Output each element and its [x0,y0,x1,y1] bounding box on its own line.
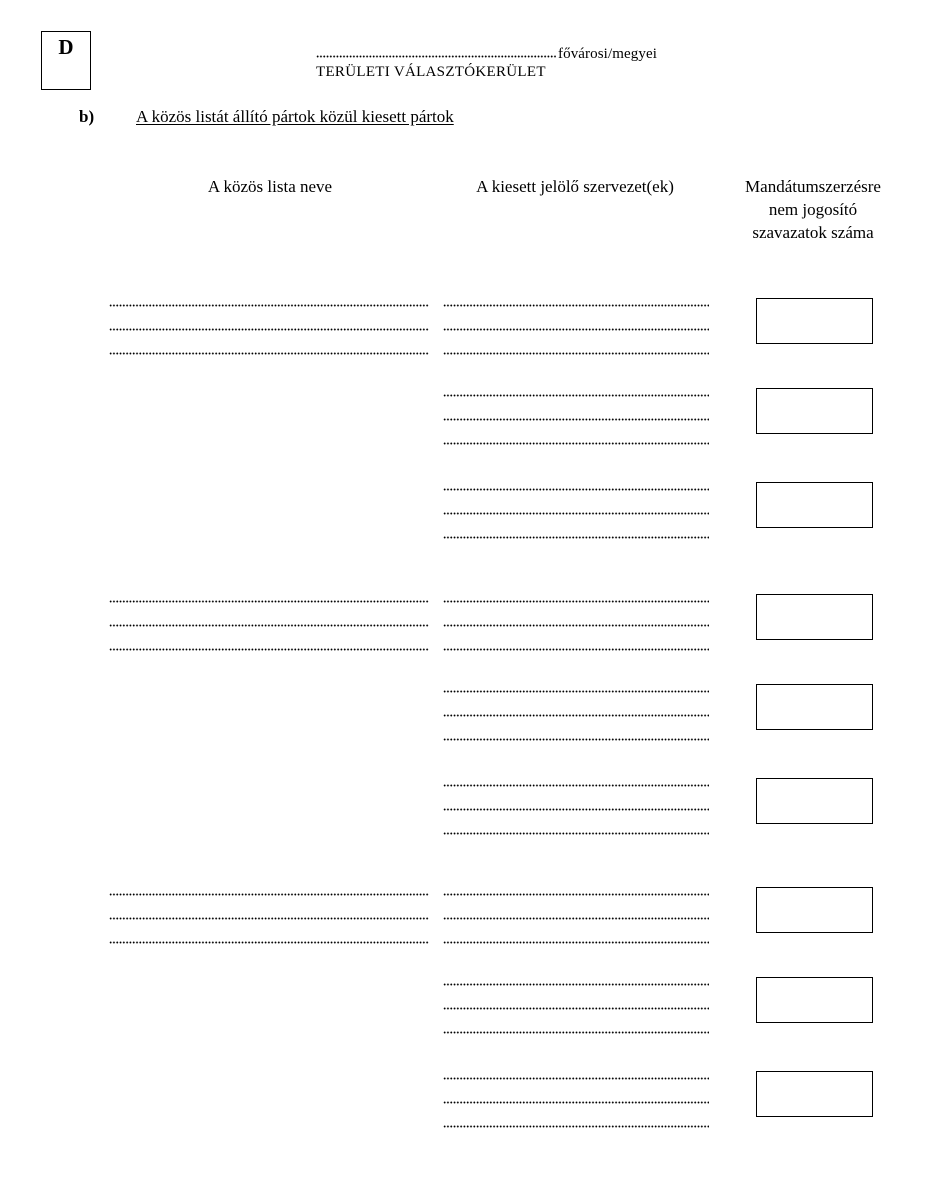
organization-name-field[interactable] [443,394,709,397]
district-title: TERÜLETI VÁLASZTÓKERÜLET [316,64,546,80]
form-letter: D [58,35,74,59]
organization-name-field[interactable] [443,941,709,944]
organization-name-field[interactable] [443,304,709,307]
organization-name-field[interactable] [443,917,709,920]
votes-count-box[interactable] [756,1071,873,1117]
votes-count-box[interactable] [756,482,873,528]
column-header-votes-line1: Mandátumszerzésre [745,177,881,196]
organization-name-field[interactable] [443,690,709,693]
organization-name-field[interactable] [443,442,709,445]
district-suffix: fővárosi/megyei [558,46,657,62]
votes-count-box[interactable] [756,778,873,824]
organization-name-field[interactable] [443,624,709,627]
organization-name-field[interactable] [443,512,709,515]
section-marker: b) [79,107,95,126]
column-header-votes-line2: nem jogosító [768,200,858,219]
organization-name-field[interactable] [443,738,709,741]
list-name-field[interactable] [109,893,429,896]
organization-name-field[interactable] [443,600,709,603]
list-name-field[interactable] [109,600,429,603]
votes-count-box[interactable] [756,388,873,434]
list-name-field[interactable] [109,352,429,355]
list-name-field[interactable] [109,917,429,920]
votes-count-box[interactable] [756,298,873,344]
list-name-field[interactable] [109,624,429,627]
section-title: A közös listát állító pártok közül kiesett pártok [136,107,454,126]
list-name-field[interactable] [109,328,429,331]
list-name-field[interactable] [109,304,429,307]
column-header-list-name: A közös lista neve [207,177,333,196]
organization-name-field[interactable] [443,714,709,717]
organization-name-field[interactable] [443,808,709,811]
organization-name-field[interactable] [443,983,709,986]
organization-name-field[interactable] [443,1101,709,1104]
form-letter-box [41,31,91,90]
column-header-dropped-organization: A kiesett jelölő szervezet(ek) [476,177,674,196]
district-name-field[interactable] [316,55,556,58]
votes-count-box[interactable] [756,887,873,933]
organization-name-field[interactable] [443,1125,709,1128]
organization-name-field[interactable] [443,784,709,787]
list-name-field[interactable] [109,941,429,944]
votes-count-box[interactable] [756,594,873,640]
organization-name-field[interactable] [443,418,709,421]
organization-name-field[interactable] [443,488,709,491]
organization-name-field[interactable] [443,1077,709,1080]
column-header-votes [722,175,904,244]
organization-name-field[interactable] [443,1031,709,1034]
votes-count-box[interactable] [756,684,873,730]
list-name-field[interactable] [109,648,429,651]
organization-name-field[interactable] [443,328,709,331]
organization-name-field[interactable] [443,648,709,651]
organization-name-field[interactable] [443,536,709,539]
column-header-votes-line3: szavazatok száma [752,223,874,242]
organization-name-field[interactable] [443,893,709,896]
organization-name-field[interactable] [443,1007,709,1010]
organization-name-field[interactable] [443,832,709,835]
organization-name-field[interactable] [443,352,709,355]
votes-count-box[interactable] [756,977,873,1023]
